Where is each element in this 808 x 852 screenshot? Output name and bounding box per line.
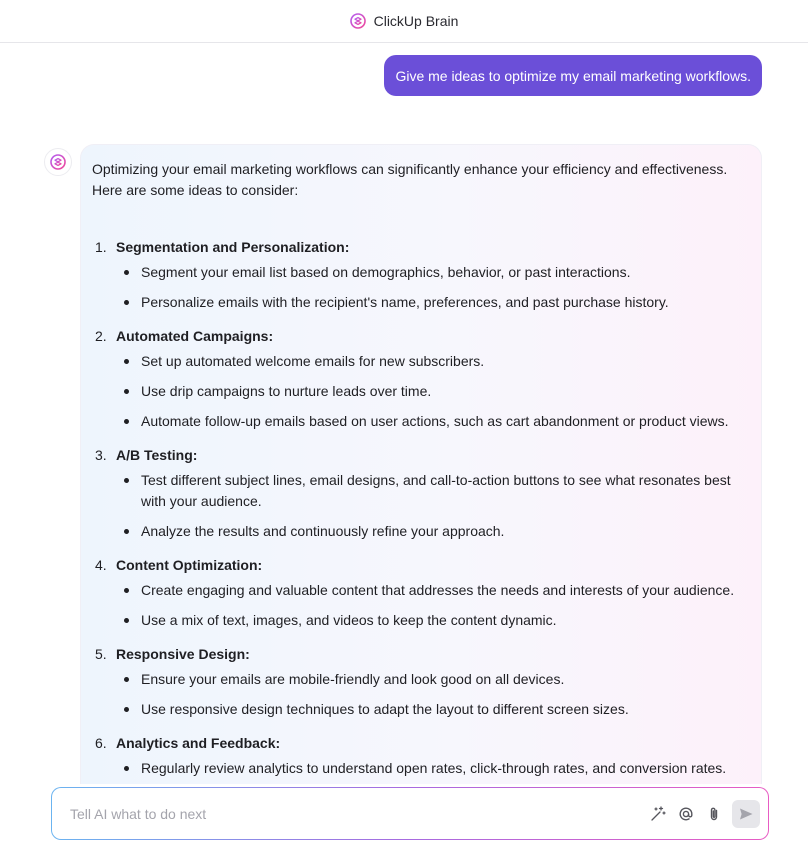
- step-item: [92, 733, 749, 779]
- bullet-item: Use a mix of text, images, and videos to keep the content dynamic.: [116, 610, 749, 631]
- step-bullets: [116, 580, 749, 631]
- step-title: A/B Testing:: [116, 447, 198, 463]
- bullet-item: Automate follow-up emails based on user actions, such as cart abandonment or product views.: [116, 411, 749, 432]
- step-number: 6.: [95, 735, 107, 751]
- composer: [51, 787, 769, 840]
- step-number: 4.: [95, 557, 107, 573]
- step-item: [92, 445, 749, 542]
- bullet-item: Use responsive design techniques to adapt the layout to different screen sizes.: [116, 699, 749, 720]
- step-bullets: [116, 669, 749, 720]
- bullet-item: Analyze the results and continuously refine your approach.: [116, 521, 749, 542]
- clickup-brain-logo-icon: [50, 154, 66, 170]
- step-number: 1.: [95, 239, 107, 255]
- mention-icon[interactable]: [672, 800, 700, 828]
- step-bullets: [116, 351, 749, 432]
- prompt-input[interactable]: [70, 806, 644, 822]
- user-message-text: Give me ideas to optimize my email marketing workflows.: [395, 67, 751, 84]
- assistant-message-card: [80, 144, 762, 784]
- bullet-item: Test different subject lines, email designs, and call-to-action buttons to see what resonates best with your audience.: [116, 470, 749, 512]
- sparkle-icon[interactable]: [644, 800, 672, 828]
- bullet-item: Regularly review analytics to understand open rates, click-through rates, and conversion rates.: [116, 758, 749, 779]
- clickup-brain-logo-icon: [350, 13, 366, 29]
- bullet-item: Create engaging and valuable content that addresses the needs and interests of your audience.: [116, 580, 749, 601]
- step-title: Analytics and Feedback:: [116, 735, 281, 751]
- step-item: [92, 555, 749, 631]
- bullet-item: Use drip campaigns to nurture leads over time.: [116, 381, 749, 402]
- bullet-item: Personalize emails with the recipient's name, preferences, and past purchase history.: [116, 292, 749, 313]
- send-icon[interactable]: [732, 800, 760, 828]
- step-item: [92, 237, 749, 313]
- steps-list: [92, 237, 749, 779]
- step-title: Content Optimization:: [116, 557, 263, 573]
- step-number: 5.: [95, 646, 107, 662]
- bullet-item: Ensure your emails are mobile-friendly and look good on all devices.: [116, 669, 749, 690]
- bullet-item: Segment your email list based on demographics, behavior, or past interactions.: [116, 262, 749, 283]
- step-title: Responsive Design:: [116, 646, 250, 662]
- bullet-item: Set up automated welcome emails for new subscribers.: [116, 351, 749, 372]
- attach-icon[interactable]: [700, 800, 728, 828]
- step-number: 3.: [95, 447, 107, 463]
- user-message-bubble: [384, 55, 762, 96]
- app-header: [0, 0, 808, 43]
- app-title: ClickUp Brain: [373, 13, 459, 29]
- step-title: Segmentation and Personalization:: [116, 239, 350, 255]
- step-bullets: [116, 470, 749, 542]
- assistant-intro: Optimizing your email marketing workflows can significantly enhance your efficiency and effectiveness. Here are some ideas to consider:: [92, 161, 728, 198]
- assistant-avatar: [44, 148, 72, 176]
- step-item: [92, 326, 749, 432]
- step-number: 2.: [95, 328, 107, 344]
- step-title: Automated Campaigns:: [116, 328, 274, 344]
- step-item: [92, 644, 749, 720]
- step-bullets: [116, 262, 749, 313]
- step-bullets: [116, 758, 749, 779]
- composer-box: [52, 788, 768, 839]
